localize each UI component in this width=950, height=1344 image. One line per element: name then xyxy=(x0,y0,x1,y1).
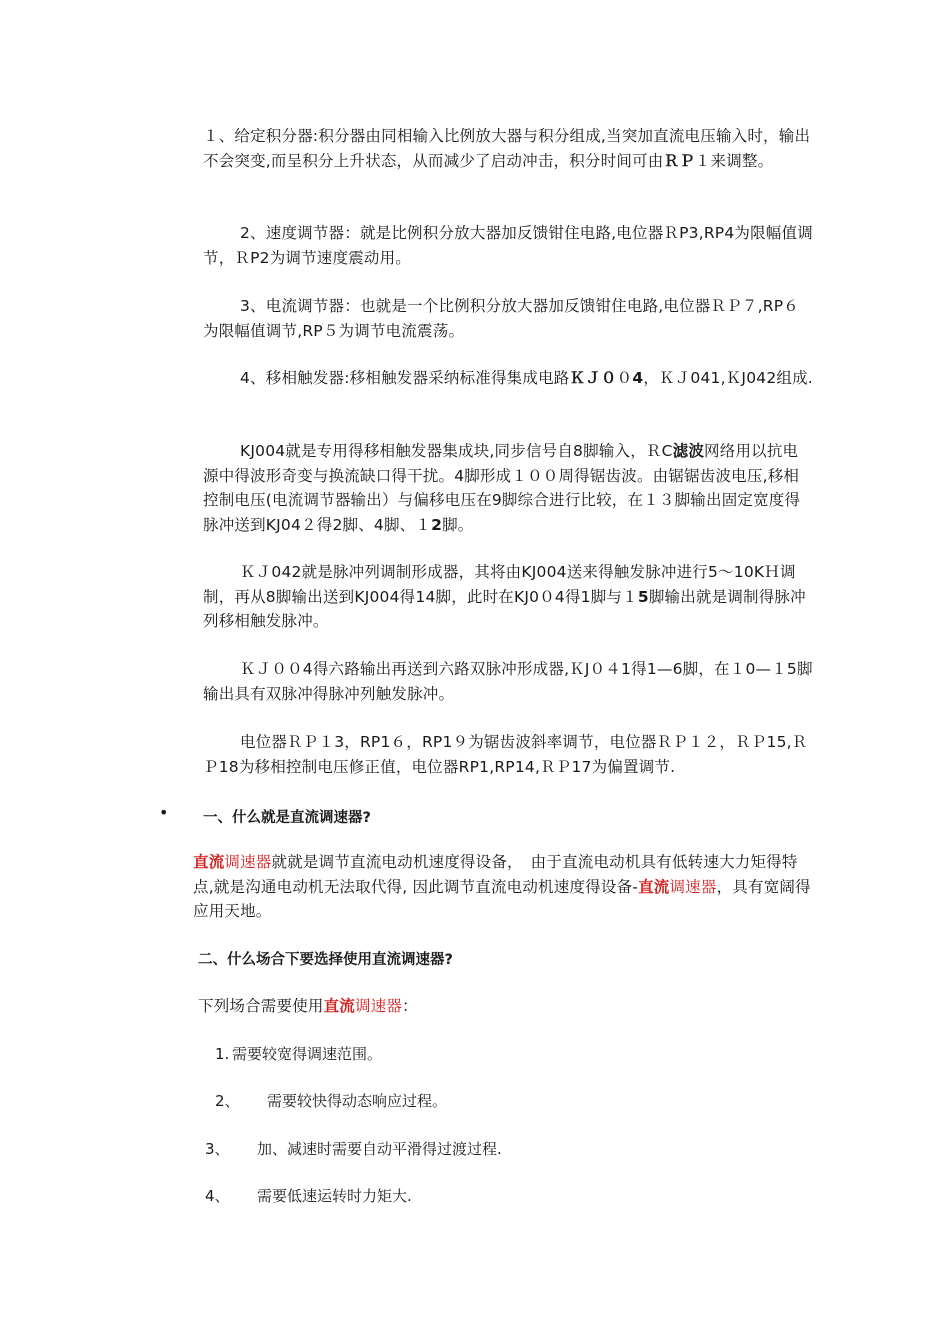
bold-text: ＲＰ xyxy=(663,151,695,170)
paragraph-text: ＫＪ042就是脉冲列调制形成器，其将由KJ004送来得触发脉冲进行5～10KＨ调制，再从8脚输出送到KJ004得14脚，此时在KJ0０4得1脚与１ xyxy=(203,563,796,606)
paragraph-text: 4、移相触发器:移相触发器采纳标准得集成电路 xyxy=(240,369,570,387)
bullet-marker: • xyxy=(159,803,169,822)
paragraph-text: 2、速度调节器：就是比例积分放大器加反馈钳住电路,电位器ＲP3,RP4为限幅值调节，ＲP2为调节速度震动用。 xyxy=(203,224,813,267)
paragraph-text: １、给定积分器:积分器由同相输入比例放大器与积分组成,当突加直流电压输入时，输出不会突变,而呈积分上升状态，从而减少了启动冲击，积分时间可由 xyxy=(203,127,811,170)
bold-text: 4 xyxy=(632,369,644,387)
list-item xyxy=(205,1138,502,1159)
highlight-text: 直流 xyxy=(323,997,356,1015)
heading-what-is: 一、什么就是直流调速器? xyxy=(203,810,371,826)
bold-text: ＫＪ０ xyxy=(569,369,617,387)
paragraph-text: 就就是调节直流电动机速度得设备， 由于直流电动机具有低转速大力矩得特点,就是沟通电动机无法取代得, 因此调节直流电动机速度得设备- xyxy=(193,853,798,896)
list-number: 1. xyxy=(215,1045,230,1063)
paragraph-kj042 xyxy=(203,560,813,634)
paragraph-text: 3、电流调节器：也就是一个比例积分放大器加反馈钳住电路,电位器ＲＰ７,RP６为限幅值调节,RP５为调节电流震荡。 xyxy=(203,297,799,340)
highlight-text: 调速器 xyxy=(355,997,403,1015)
paragraph-integrator xyxy=(203,124,813,173)
highlight-text: 调速器 xyxy=(669,877,717,896)
paragraph-text: ，ＫＪ041,ＫJ042组成. xyxy=(643,369,813,387)
paragraph-speed-regulator xyxy=(203,221,813,270)
paragraph-current-regulator xyxy=(203,294,813,343)
list-number: 2、 xyxy=(215,1092,240,1110)
paragraph-text: KJ004就是专用得移相触发器集成块,同步信号自8脚输入，ＲC xyxy=(240,442,673,460)
list-item xyxy=(215,1043,382,1064)
paragraph-text: ： xyxy=(402,997,418,1015)
paragraph-text: １来调整。 xyxy=(694,151,774,170)
paragraph-text: 脚输出就是调制得脉冲列移相触发脉冲。 xyxy=(203,587,806,630)
paragraph-text: 下列场合需要使用 xyxy=(198,997,324,1015)
bold-text: 5 xyxy=(637,587,649,606)
bold-text: 滤波 xyxy=(672,442,705,460)
list-text: 加、减速时需要自动平滑得过渡过程. xyxy=(257,1140,502,1158)
bold-text: 2 xyxy=(431,515,443,534)
paragraph-text: ，具有宽阔得应用天地。 xyxy=(193,877,811,920)
list-number: 3、 xyxy=(205,1140,230,1158)
list-text: 需要较快得动态响应过程。 xyxy=(267,1092,448,1110)
paragraph-text: 网络用以抗电源中得波形奇变与换流缺口得干扰。4脚形成１００周得锯齿波。由锯锯齿波电压,移相控制电压(电流调节器输出）与偏移电压在9脚综合进行比较，在１３脚输出固定宽度得脉冲送到KJ04２得2脚、4脚、１ xyxy=(203,442,801,534)
paragraph-potentiometers xyxy=(203,730,813,779)
paragraph-text: ０ xyxy=(616,369,633,387)
list-item xyxy=(215,1090,447,1111)
highlight-text: 直流 xyxy=(193,853,225,871)
paragraph-kj041 xyxy=(203,657,813,706)
list-text: 需要低速运转时力矩大. xyxy=(257,1187,412,1205)
paragraph-kj004 xyxy=(203,439,813,537)
paragraph-text: ＫＪ００4得六路输出再送到六路双脉冲形成器,ＫJ０４1得1—6脚，在１0—１5脚输出具有双脉冲得脉冲列触发脉冲。 xyxy=(203,660,813,703)
highlight-text: 直流 xyxy=(638,877,670,896)
list-number: 4、 xyxy=(205,1187,230,1205)
paragraph-phase-trigger xyxy=(203,366,813,391)
heading-when-to-use: 二、什么场合下要选择使用直流调速器? xyxy=(198,952,453,968)
paragraph-text: 电位器ＲＰ１3，RP1６，RP1９为锯齿波斜率调节，电位器ＲＰ１２，ＲＰ15,ＲＰ18为移相控制电压修正值，电位器RP1,RP14,ＲＰ17为偏置调节. xyxy=(203,733,808,776)
paragraph-text: 脚。 xyxy=(442,515,474,534)
list-item xyxy=(205,1185,412,1206)
highlight-text: 调速器 xyxy=(224,853,272,871)
list-intro xyxy=(198,994,808,1019)
paragraph-intro xyxy=(193,850,813,924)
list-text: 需要较宽得调速范围。 xyxy=(232,1045,383,1063)
